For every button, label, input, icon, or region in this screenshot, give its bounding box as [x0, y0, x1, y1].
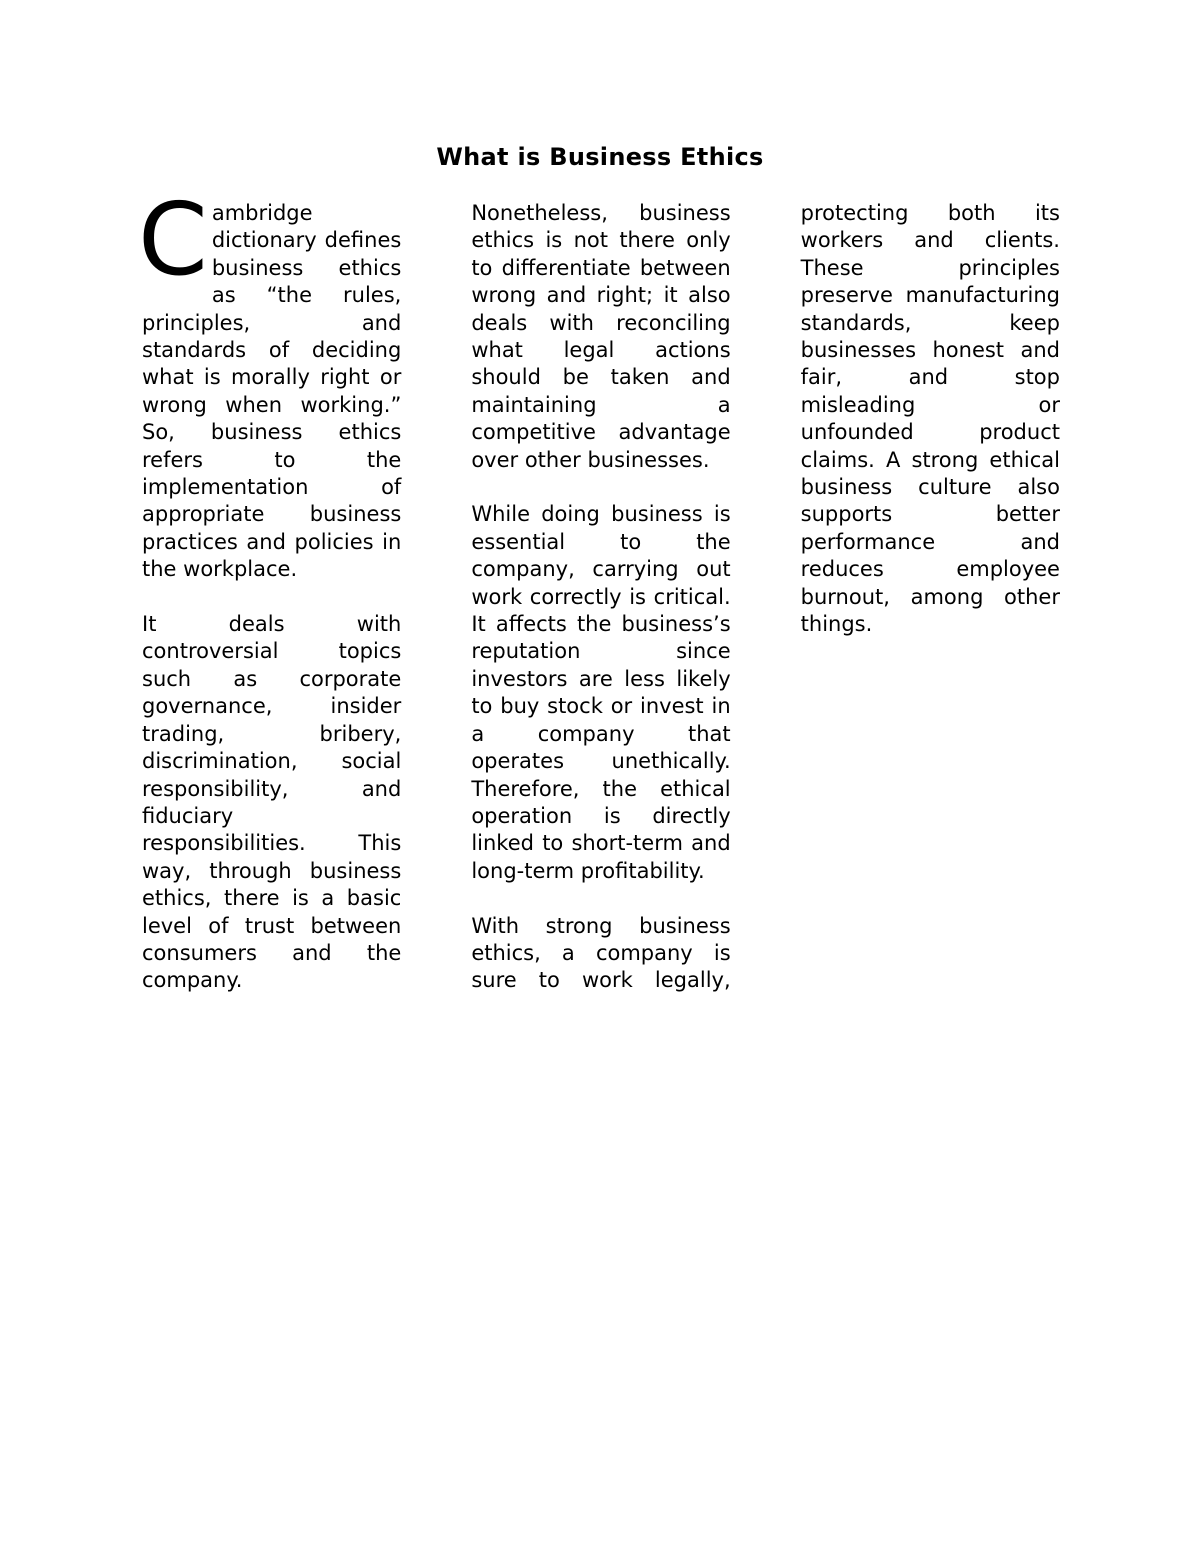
drop-cap: C [138, 181, 208, 298]
paragraph-3: Nonetheless, business ethics is not there only to differentiate between wrong and right; it also deals with reconciling what legal actions should be taken and maintaining a competitive advantage over other businesses. [471, 201, 731, 472]
paragraph-5: With strong business ethics, a company is sure to work legally, protecting both its workers and clients. These principles preserve manufacturing standards, keep businesses honest and fair, and stop misleading or unfounded product claims. A strong ethical business culture also supports better performance and reduces employee burnout, among other things. [471, 201, 1060, 993]
paragraph-4: While doing business is essential to the company, carrying out work correctly is critical. It affects the business’s reputation since investors are less likely to buy stock or invest in a company that operates unethically. Therefore, the ethical operation is directly linked to short-term and long-term profitability. [471, 502, 731, 883]
paragraph-1-text: ambridge dictionary defines business ethics as “the rules, principles, and standards of deciding what is morally right or wrong when working.” So, business ethics refers to the implementation of appropriate business practices and policies in the workplace. [142, 201, 402, 582]
document-title: What is Business Ethics [436, 143, 764, 171]
article-columns [138, 181, 1060, 1000]
paragraph-1 [138, 181, 402, 584]
paragraph-2: It deals with controversial topics such as corporate governance, insider trading, bribery, discrimination, social responsibility, and fiduciary responsibilities. This way, through business ethics, there is a basic level of trust between consumers and the company. [142, 612, 402, 993]
